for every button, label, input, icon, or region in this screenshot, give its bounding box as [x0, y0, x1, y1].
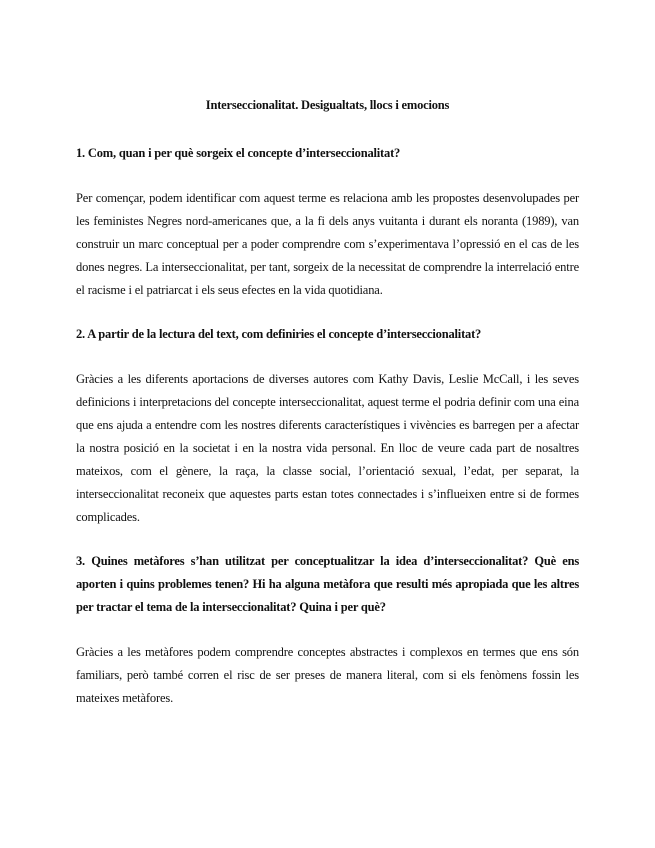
question-2: 2. A partir de la lectura del text, com definiries el concepte d’interseccionalitat? [76, 327, 482, 341]
question-3: 3. Quines metàfores s’han utilitzat per conceptualitzar la idea d’interseccionalitat? Què ens aporten i quins problemes tenen? Hi ha alguna metàfora que resulti més apropiada que les altres per tractar el tema de la interseccionalitat? Quina i per què? [76, 554, 579, 614]
answer-1: Per començar, podem identificar com aquest terme es relaciona amb les propostes desenvolupades per les feministes Negres nord-americanes que, a la fi dels anys vuitanta i durant els noranta (1989), van construir un marc conceptual per a poder comprendre com s’experimentava l’opressió en el cas de les dones negres. La interseccionalitat, per tant, sorgeix de la necessitat de comprendre la interrelació entre el racisme i el patriarcat i els seus efectes en la vida quotidiana. [76, 191, 579, 297]
document-title: Interseccionalitat. Desigualtats, llocs i emocions [205, 98, 450, 112]
answer-3: Gràcies a les metàfores podem comprendre conceptes abstractes i complexos en termes que ens són familiars, però també corren el risc de ser preses de manera literal, com si els fenòmens fossin les mateixes metàfores. [76, 645, 579, 705]
question-1: 1. Com, quan i per què sorgeix el concepte d’interseccionalitat? [76, 146, 401, 160]
answer-2: Gràcies a les diferents aportacions de diverses autores com Kathy Davis, Leslie McCall, i les seves definicions i interpretacions del concepte interseccionalitat, aquest terme el podria definir com una eina que ens ajuda a entendre com les nostres diferents característiques i vivències es barregen per a afectar la nostra posició en la societat i en la nostra vida personal. En lloc de veure cada part de nosaltres mateixos, com el gènere, la raça, la classe social, l’orientació sexual, l’edat, per separat, la interseccionalitat reconeix que aquestes parts estan totes connectades i s’influeixen entre si de formes complicades. [76, 372, 579, 524]
document-page [76, 96, 579, 731]
